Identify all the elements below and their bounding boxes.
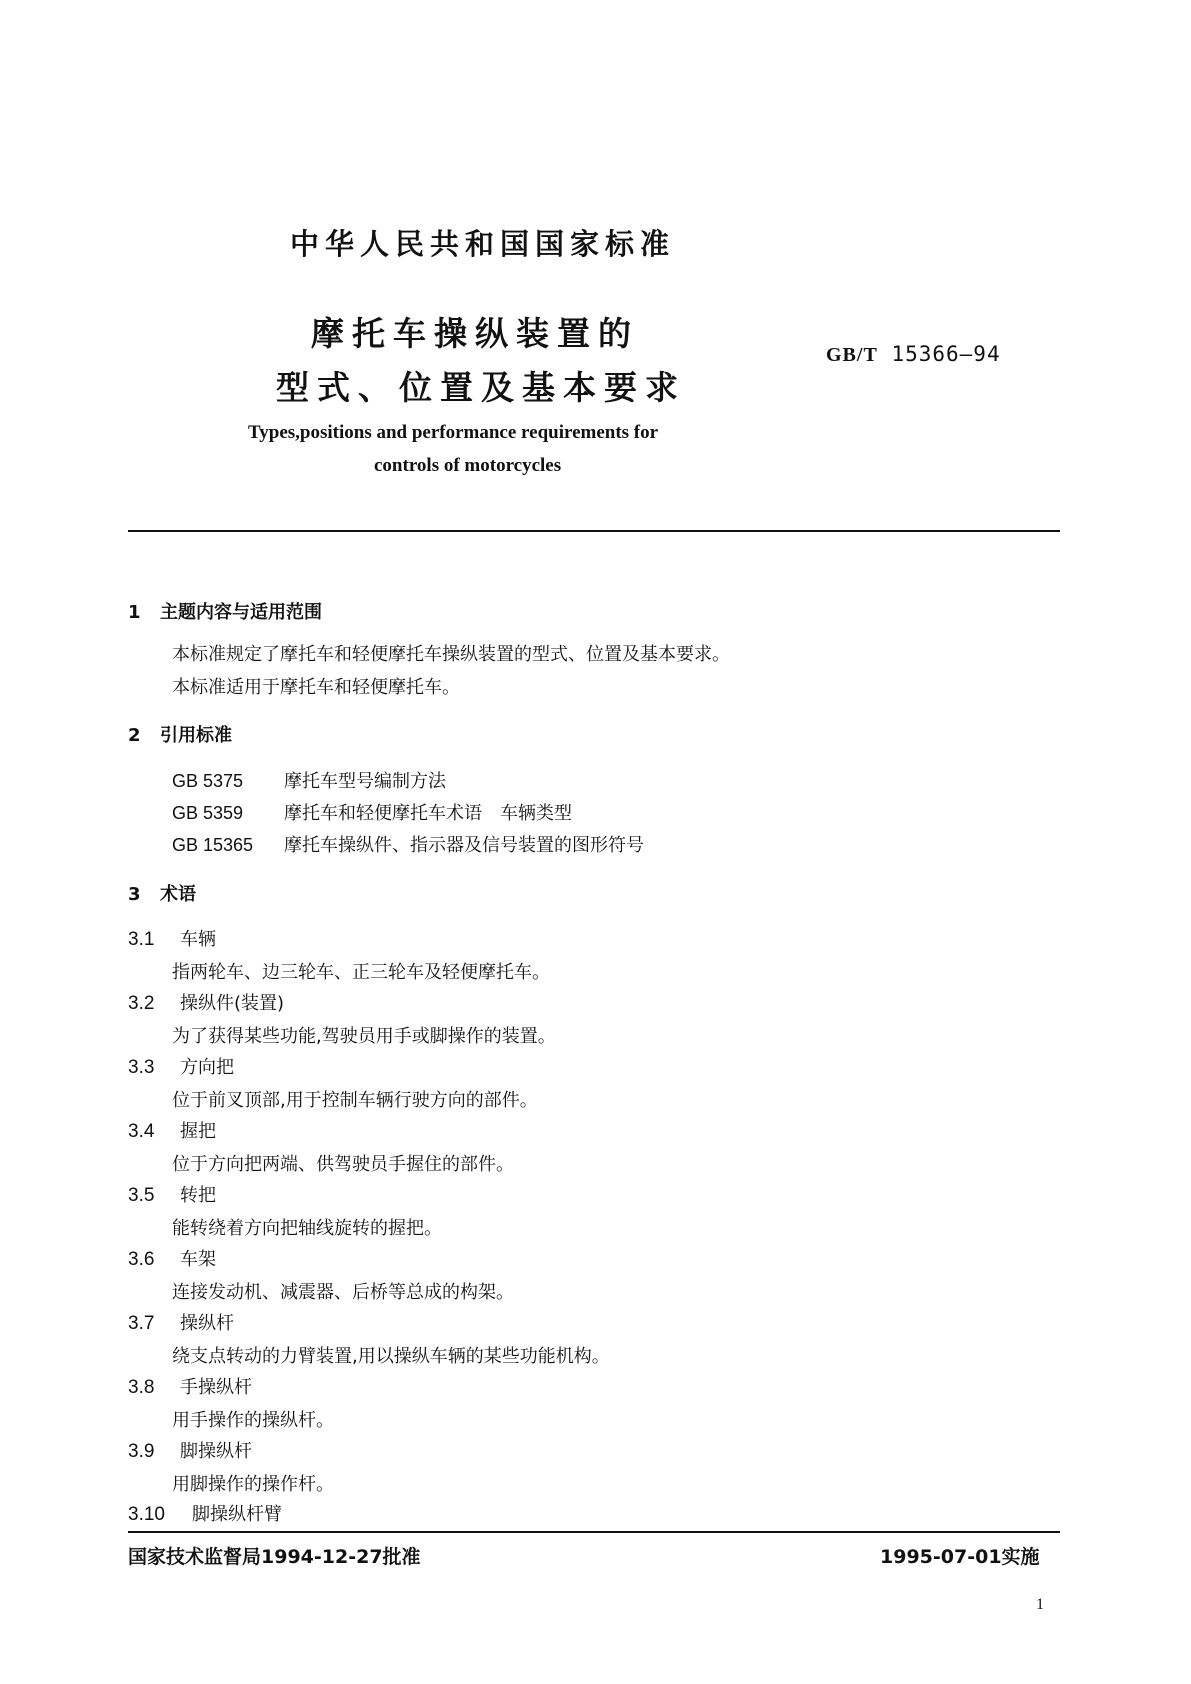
document-title-line1: 摩托车操纵装置的 xyxy=(311,314,639,353)
term-definition: 位于方向把两端、供驾驶员手握住的部件。 xyxy=(172,1154,514,1175)
term-definition: 绕支点转动的力臂装置,用以操纵车辆的某些功能机构。 xyxy=(172,1346,610,1367)
term-definition: 指两轮车、边三轮车、正三轮车及轻便摩托车。 xyxy=(172,962,550,983)
term-heading xyxy=(128,989,284,1015)
reference-name: 摩托车操纵件、指示器及信号装置的图形符号 xyxy=(284,835,644,856)
term-heading xyxy=(128,1437,252,1463)
section3-number: 3 xyxy=(128,884,141,905)
term-heading xyxy=(128,925,216,951)
term-name: 操纵杆 xyxy=(180,1313,234,1334)
term-heading xyxy=(128,1500,282,1526)
standard-number xyxy=(826,342,1001,367)
term-definition: 连接发动机、减震器、后桥等总成的构架。 xyxy=(172,1282,514,1303)
section3-heading xyxy=(128,880,196,906)
page-number: 1 xyxy=(1036,1596,1044,1613)
section2-number: 2 xyxy=(128,725,141,746)
reference-code: GB 5375 xyxy=(172,771,244,791)
term-definition: 用脚操作的操作杆。 xyxy=(172,1474,334,1495)
term-number: 3.5 xyxy=(128,1185,155,1206)
term-name: 车架 xyxy=(180,1249,216,1270)
standard-number-prefix: GB/T xyxy=(826,344,878,366)
term-name: 脚操纵杆臂 xyxy=(192,1504,282,1525)
term-number: 3.1 xyxy=(128,929,155,950)
term-number: 3.4 xyxy=(128,1121,155,1142)
term-heading xyxy=(128,1309,234,1335)
term-definition: 用手操作的操纵杆。 xyxy=(172,1410,334,1431)
header-divider xyxy=(128,530,1060,532)
term-number: 3.10 xyxy=(128,1504,165,1525)
term-name: 方向把 xyxy=(180,1057,234,1078)
term-name: 操纵件(装置) xyxy=(180,993,285,1014)
reference-code: GB 5359 xyxy=(172,803,244,823)
term-name: 手操纵杆 xyxy=(180,1377,252,1398)
section1-number: 1 xyxy=(128,602,141,623)
section2-title: 引用标准 xyxy=(160,725,232,746)
term-definition: 能转绕着方向把轴线旋转的握把。 xyxy=(172,1218,442,1239)
term-heading xyxy=(128,1181,216,1207)
term-heading xyxy=(128,1117,216,1143)
reference-name: 摩托车和轻便摩托车术语 车辆类型 xyxy=(284,803,572,824)
reference-item xyxy=(172,831,644,857)
section1-paragraph: 本标准规定了摩托车和轻便摩托车操纵装置的型式、位置及基本要求。 xyxy=(172,644,730,665)
term-number: 3.8 xyxy=(128,1377,155,1398)
standard-number-value: 15366—94 xyxy=(891,342,1001,366)
term-heading xyxy=(128,1373,252,1399)
term-name: 脚操纵杆 xyxy=(180,1441,252,1462)
term-definition: 为了获得某些功能,驾驶员用手或脚操作的装置。 xyxy=(172,1026,556,1047)
term-number: 3.2 xyxy=(128,993,155,1014)
term-number: 3.9 xyxy=(128,1441,155,1462)
national-standard-heading: 中华人民共和国国家标准 xyxy=(290,227,676,261)
section1-heading xyxy=(128,598,322,624)
implementation-date: 1995-07-01实施 xyxy=(880,1546,1040,1568)
term-name: 转把 xyxy=(180,1185,216,1206)
term-number: 3.3 xyxy=(128,1057,155,1078)
reference-item xyxy=(172,767,446,793)
term-definition: 位于前叉顶部,用于控制车辆行驶方向的部件。 xyxy=(172,1090,538,1111)
reference-code: GB 15365 xyxy=(172,835,254,855)
reference-item xyxy=(172,799,572,825)
section2-heading xyxy=(128,721,232,747)
section1-title: 主题内容与适用范围 xyxy=(160,602,322,623)
english-title-line1: Types,positions and performance requirements for xyxy=(248,422,659,443)
section1-paragraph: 本标准适用于摩托车和轻便摩托车。 xyxy=(172,677,460,698)
section3-title: 术语 xyxy=(160,884,196,905)
term-heading xyxy=(128,1053,234,1079)
reference-name: 摩托车型号编制方法 xyxy=(284,771,446,792)
term-name: 车辆 xyxy=(180,929,216,950)
term-number: 3.6 xyxy=(128,1249,155,1270)
footer-divider xyxy=(128,1531,1060,1533)
document-title-line2: 型式、位置及基本要求 xyxy=(276,368,686,407)
term-heading xyxy=(128,1245,216,1271)
english-title-line2: controls of motorcycles xyxy=(374,455,562,476)
term-number: 3.7 xyxy=(128,1313,155,1334)
term-name: 握把 xyxy=(180,1121,216,1142)
approval-statement: 国家技术监督局1994-12-27批准 xyxy=(128,1546,421,1568)
